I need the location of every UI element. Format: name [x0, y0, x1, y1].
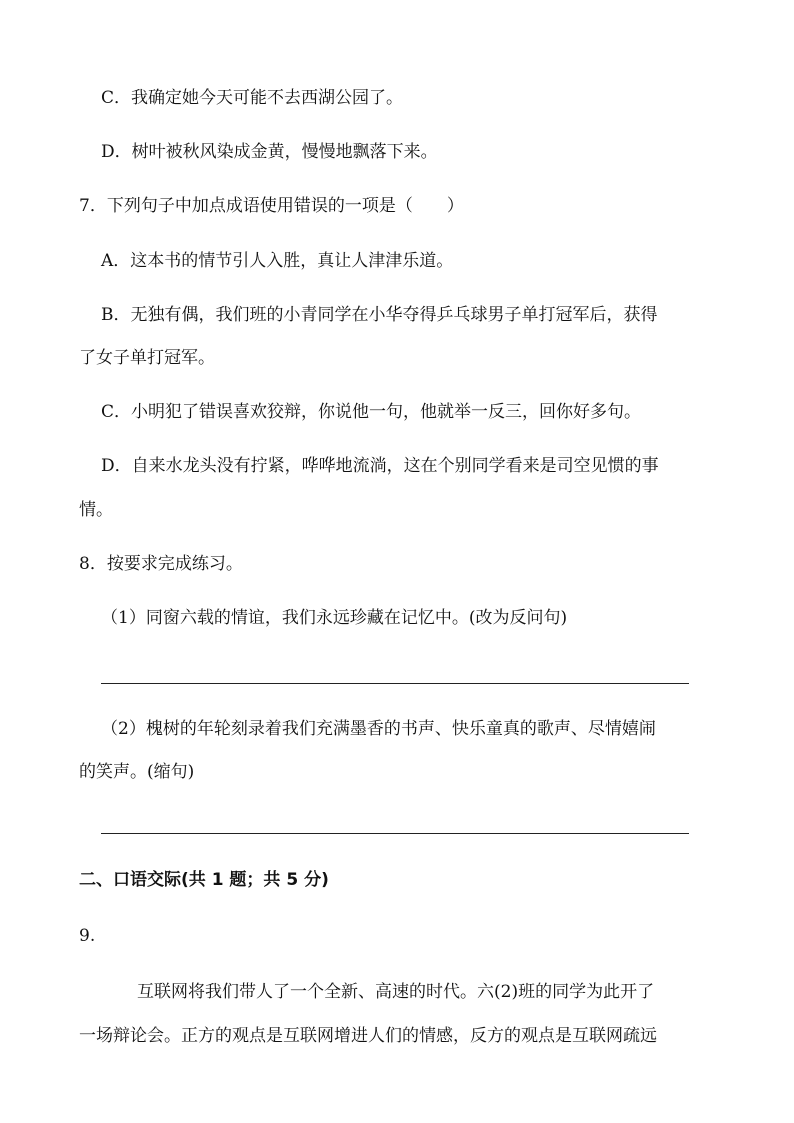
- answer-line-1: [101, 683, 689, 684]
- q9-number: 9.: [79, 926, 96, 946]
- section-heading-oral: 二、口语交际(共 1 题；共 5 分): [79, 870, 329, 890]
- answer-line-2: [101, 833, 689, 834]
- q6-option-d: D．树叶被秋风染成金黄，慢慢地飘落下来。: [101, 142, 438, 162]
- q8-stem: 8．按要求完成练习。: [79, 554, 243, 574]
- q8-sub2-line1: （2）槐树的年轮刻录着我们充满墨香的书声、快乐童真的歌声、尽情嬉闹: [101, 719, 656, 739]
- q8-sub1: （1）同窗六载的情谊，我们永远珍藏在记忆中。(改为反问句): [101, 608, 568, 628]
- q7-option-a: A．这本书的情节引人入胜，真让人津津乐道。: [101, 251, 454, 271]
- q7-option-d-line1: D．自来水龙头没有拧紧，哗哗地流淌，这在个别同学看来是司空见惯的事: [101, 456, 659, 476]
- q7-option-b-line2: 了女子单打冠军。: [79, 348, 215, 368]
- q9-paragraph-line1: 互联网将我们带人了一个全新、高速的时代。六(2)班的同学为此开了: [137, 982, 655, 1002]
- q8-sub2-line2: 的笑声。(缩句): [79, 762, 195, 782]
- q9-paragraph-line2: 一场辩论会。正方的观点是互联网增进人们的情感，反方的观点是互联网疏远: [79, 1026, 657, 1046]
- q7-option-d-line2: 情。: [79, 500, 113, 520]
- q7-option-c: C．小明犯了错误喜欢狡辩，你说他一句，他就举一反三，回你好多句。: [101, 402, 642, 422]
- q6-option-c: C．我确定她今天可能不去西湖公园了。: [101, 88, 404, 108]
- q7-stem: 7．下列句子中加点成语使用错误的一项是（ ）: [79, 196, 464, 216]
- q7-option-b-line1: B．无独有偶，我们班的小青同学在小华夺得乒乓球男子单打冠军后，获得: [101, 305, 658, 325]
